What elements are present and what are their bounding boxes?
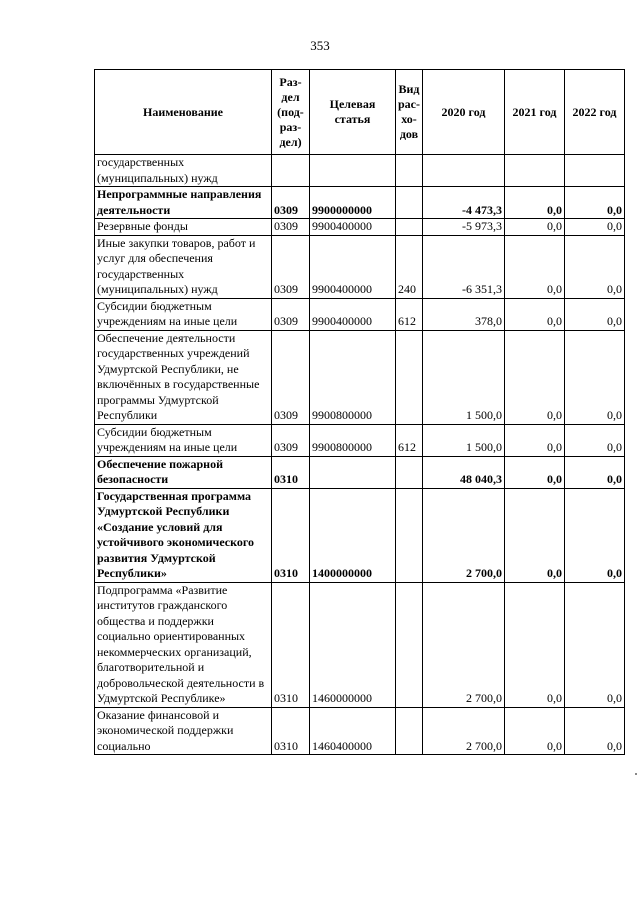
header-2022: 2022 год — [564, 70, 624, 155]
row-target-cell: 9900400000 — [310, 235, 396, 298]
header-2021: 2021 год — [504, 70, 564, 155]
header-name: Наименование — [95, 70, 272, 155]
row-name-cell: Резервные фонды — [95, 219, 272, 236]
row-name-cell: Государственная программа Удмуртской Республики «Создание условий для устойчивого экономического развития Удмуртской Республики» — [95, 488, 272, 582]
row-2022-cell: 0,0 — [564, 187, 624, 219]
header-2020: 2020 год — [422, 70, 504, 155]
row-name-cell: Оказание финансовой и экономической поддержки социально — [95, 707, 272, 755]
row-2021-cell: 0,0 — [504, 582, 564, 707]
row-target-cell: 9900000000 — [310, 187, 396, 219]
table-row — [95, 582, 625, 707]
table-row — [95, 298, 625, 330]
row-name-cell: Обеспечение пожарной безопасности — [95, 456, 272, 488]
row-section-cell: 0309 — [272, 219, 310, 236]
row-2020-cell: 2 700,0 — [422, 707, 504, 755]
header-section: Раз-дел (под-раз-дел) — [272, 70, 310, 155]
row-section-cell: 0309 — [272, 187, 310, 219]
row-2022-cell: 0,0 — [564, 707, 624, 755]
row-2022-cell: 0,0 — [564, 235, 624, 298]
row-2022-cell: 0,0 — [564, 424, 624, 456]
table-header-row — [95, 70, 625, 155]
row-section-cell: 0309 — [272, 424, 310, 456]
row-2020-cell: 1 500,0 — [422, 330, 504, 424]
row-target-cell: 9900400000 — [310, 219, 396, 236]
row-2020-cell: 48 040,3 — [422, 456, 504, 488]
row-2022-cell: 0,0 — [564, 330, 624, 424]
row-2020-cell: -5 973,3 — [422, 219, 504, 236]
row-target-cell: 9900400000 — [310, 298, 396, 330]
row-2021-cell: 0,0 — [504, 330, 564, 424]
scan-speck — [635, 773, 637, 775]
header-target: Целевая статья — [310, 70, 396, 155]
row-kind-cell: 612 — [396, 298, 423, 330]
row-name-cell: государственных (муниципальных) нужд — [95, 155, 272, 187]
row-target-cell: 9900800000 — [310, 330, 396, 424]
row-section-cell: 0309 — [272, 298, 310, 330]
budget-table — [94, 69, 625, 755]
row-section-cell: 0310 — [272, 582, 310, 707]
row-section-cell — [272, 155, 310, 187]
table-row — [95, 187, 625, 219]
row-2020-cell: 378,0 — [422, 298, 504, 330]
row-target-cell: 1460400000 — [310, 707, 396, 755]
row-kind-cell: 240 — [396, 235, 423, 298]
row-section-cell: 0309 — [272, 330, 310, 424]
row-name-cell: Непрограммные направления деятельности — [95, 187, 272, 219]
row-kind-cell — [396, 582, 423, 707]
row-kind-cell — [396, 187, 423, 219]
row-2020-cell: 1 500,0 — [422, 424, 504, 456]
row-2021-cell: 0,0 — [504, 424, 564, 456]
table-row — [95, 456, 625, 488]
page-number: 353 — [310, 38, 330, 53]
table-row — [95, 424, 625, 456]
row-kind-cell — [396, 219, 423, 236]
row-2020-cell: 2 700,0 — [422, 582, 504, 707]
row-target-cell: 1400000000 — [310, 488, 396, 582]
row-target-cell — [310, 456, 396, 488]
row-2022-cell — [564, 155, 624, 187]
row-section-cell: 0310 — [272, 707, 310, 755]
row-2022-cell: 0,0 — [564, 582, 624, 707]
row-kind-cell — [396, 456, 423, 488]
row-target-cell: 1460000000 — [310, 582, 396, 707]
row-section-cell: 0309 — [272, 235, 310, 298]
row-target-cell: 9900800000 — [310, 424, 396, 456]
row-2021-cell: 0,0 — [504, 456, 564, 488]
row-section-cell: 0310 — [272, 456, 310, 488]
table-row — [95, 155, 625, 187]
row-2022-cell: 0,0 — [564, 456, 624, 488]
row-name-cell: Субсидии бюджетным учреждениям на иные цели — [95, 424, 272, 456]
row-2022-cell: 0,0 — [564, 219, 624, 236]
header-kind: Вид рас-хо-дов — [396, 70, 423, 155]
row-name-cell: Субсидии бюджетным учреждениям на иные цели — [95, 298, 272, 330]
row-kind-cell: 612 — [396, 424, 423, 456]
row-2022-cell: 0,0 — [564, 298, 624, 330]
row-2021-cell: 0,0 — [504, 488, 564, 582]
row-2020-cell: -4 473,3 — [422, 187, 504, 219]
row-2022-cell: 0,0 — [564, 488, 624, 582]
row-target-cell — [310, 155, 396, 187]
row-name-cell: Подпрограмма «Развитие институтов гражданского общества и поддержки социально ориентированных некоммерческих организаций, благотворительной и добровольческой деятельности в Удмуртской Республике» — [95, 582, 272, 707]
row-2021-cell: 0,0 — [504, 235, 564, 298]
row-kind-cell — [396, 155, 423, 187]
row-2021-cell: 0,0 — [504, 187, 564, 219]
row-2021-cell: 0,0 — [504, 219, 564, 236]
row-2020-cell: 2 700,0 — [422, 488, 504, 582]
row-name-cell: Иные закупки товаров, работ и услуг для обеспечения государственных (муниципальных) нужд — [95, 235, 272, 298]
row-name-cell: Обеспечение деятельности государственных учреждений Удмуртской Республики, не включённых в государственные программы Удмуртской Республики — [95, 330, 272, 424]
row-section-cell: 0310 — [272, 488, 310, 582]
table-row — [95, 488, 625, 582]
table-row — [95, 707, 625, 755]
row-kind-cell — [396, 707, 423, 755]
table-row — [95, 235, 625, 298]
table-row — [95, 330, 625, 424]
row-2021-cell — [504, 155, 564, 187]
row-2021-cell: 0,0 — [504, 707, 564, 755]
row-2020-cell: -6 351,3 — [422, 235, 504, 298]
table-row — [95, 219, 625, 236]
row-2020-cell — [422, 155, 504, 187]
row-kind-cell — [396, 330, 423, 424]
row-kind-cell — [396, 488, 423, 582]
row-2021-cell: 0,0 — [504, 298, 564, 330]
